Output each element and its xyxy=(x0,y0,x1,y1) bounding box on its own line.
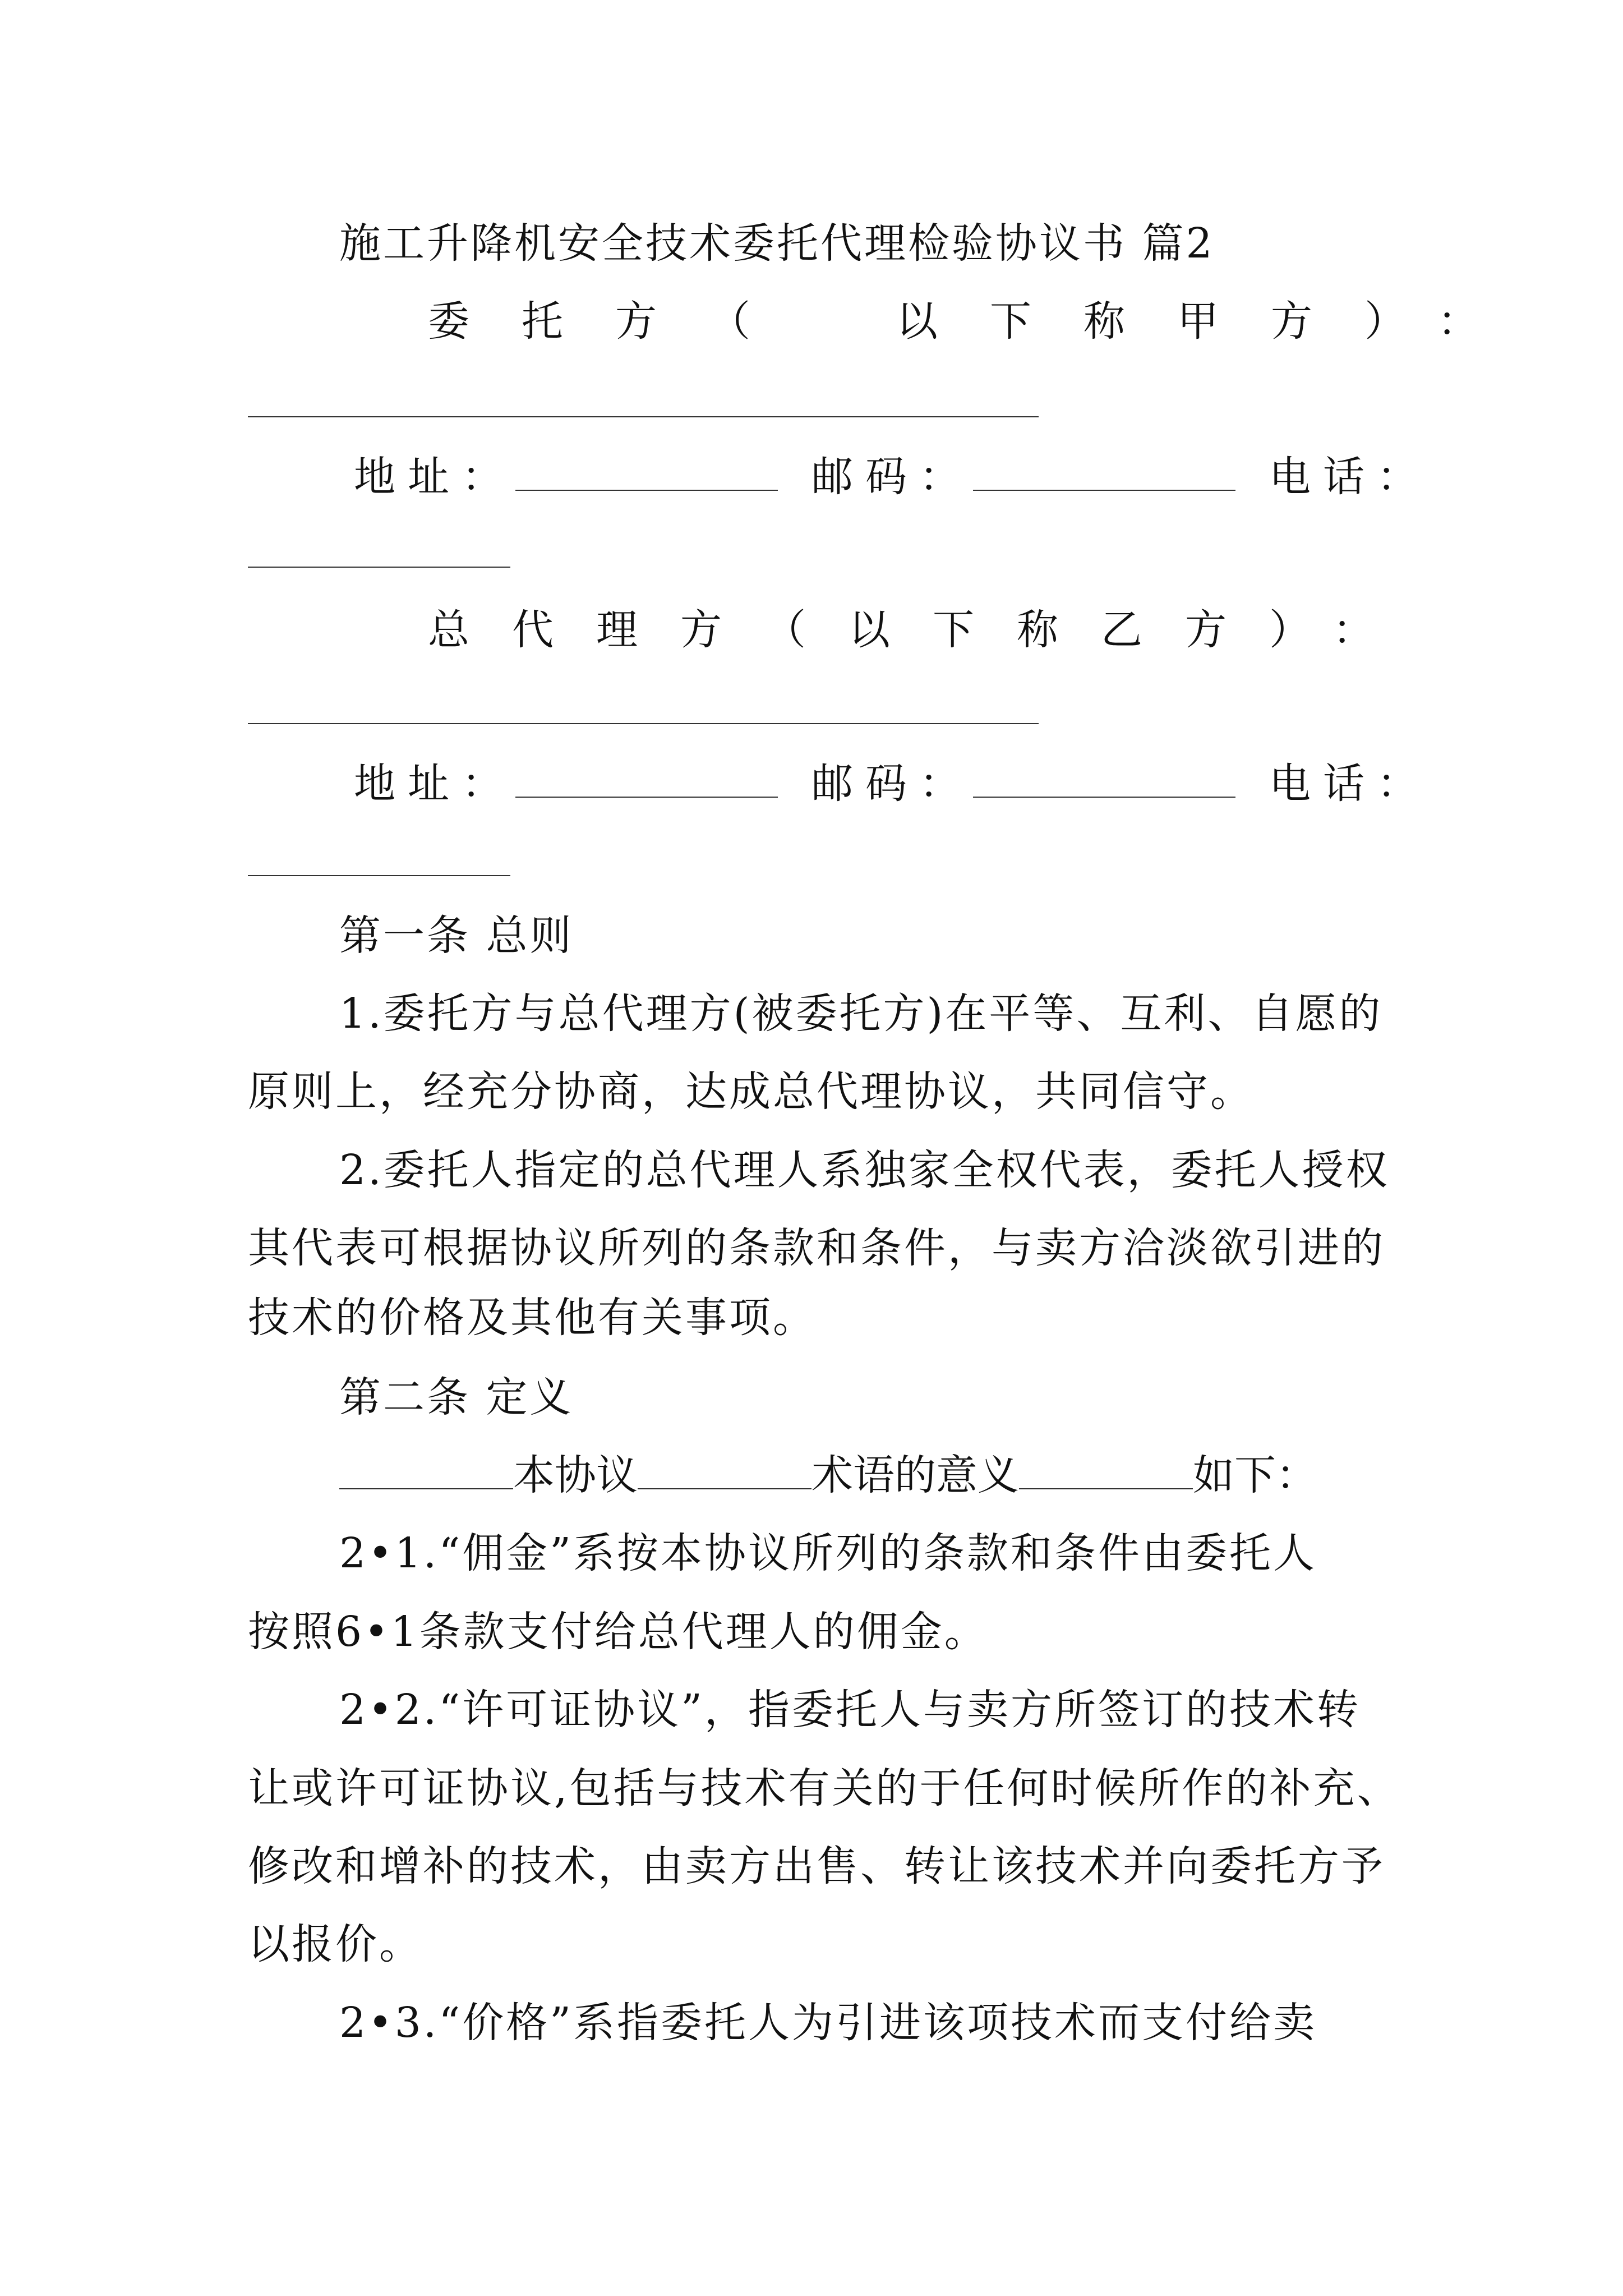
intro-text: 本协议 xyxy=(513,1451,638,1499)
party-a-contact-line xyxy=(354,452,1431,502)
party-b-phone-blank xyxy=(248,875,510,876)
party-b-name-blank xyxy=(248,723,1039,724)
blank xyxy=(638,1455,811,1489)
article1-p1-line: 原则上，经充分协商，达成总代理协议，共同信守。 xyxy=(248,1068,1254,1116)
clause-2-2-line: 修改和增补的技术，由卖方出售、转让该技术并向委托方予 xyxy=(248,1842,1385,1890)
postcode-label: 邮码： xyxy=(811,760,973,808)
clause-2-1-line: 按照6•1条款支付给总代理人的佣金。 xyxy=(248,1608,988,1656)
clause-2-2-line: 以报价。 xyxy=(248,1920,423,1968)
clause-2-2-line: 2•2.“许可证协议”，指委托人与卖方所签订的技术转 xyxy=(339,1686,1361,1734)
address-blank xyxy=(515,456,778,491)
intro-text: 如下： xyxy=(1193,1451,1317,1499)
article1-p2-line: 其代表可根据协议所列的条款和条件，与卖方洽淡欲引进的 xyxy=(248,1224,1385,1272)
address-label: 地址： xyxy=(354,453,515,501)
party-b-label: 总代理方（以下称乙方）： xyxy=(428,606,1417,654)
intro-text: 术语的意义 xyxy=(811,1451,1019,1499)
article2-heading: 第二条 定义 xyxy=(339,1373,574,1421)
address-blank xyxy=(515,763,778,798)
phone-label: 电话： xyxy=(1269,760,1431,808)
party-b-contact-line xyxy=(354,758,1431,809)
clause-2-1-line: 2•1.“佣金”系按本协议所列的条款和条件由委托人 xyxy=(339,1529,1317,1577)
postcode-blank xyxy=(973,763,1235,798)
postcode-label: 邮码： xyxy=(811,453,973,501)
party-a-name-blank xyxy=(248,416,1039,417)
party-a-label: 委托方（ 以下称甲方）： xyxy=(428,297,1531,346)
address-label: 地址： xyxy=(354,760,515,808)
postcode-blank xyxy=(973,456,1235,491)
article1-heading: 第一条 总则 xyxy=(339,912,574,960)
phone-label: 电话： xyxy=(1269,453,1431,501)
blank xyxy=(339,1455,513,1489)
article1-p2-line: 2.委托人指定的总代理人系独家全权代表，委托人授权 xyxy=(339,1146,1390,1194)
article1-p1-line: 1.委托方与总代理方(被委托方)在平等、互利、自愿的 xyxy=(339,990,1383,1038)
article2-intro xyxy=(339,1450,1317,1501)
clause-2-2-line: 让或许可证协议,包括与技术有关的于任何时候所作的补充、 xyxy=(248,1764,1401,1812)
clause-2-3-line: 2•3.“价格”系指委托人为引进该项技术而支付给卖 xyxy=(339,1999,1317,2047)
party-a-phone-blank xyxy=(248,567,510,568)
document-title: 施工升降机安全技术委托代理检验协议书 篇2 xyxy=(339,219,1215,268)
blank xyxy=(1019,1455,1193,1489)
article1-p2-line: 技术的价格及其他有关事项。 xyxy=(248,1294,817,1342)
